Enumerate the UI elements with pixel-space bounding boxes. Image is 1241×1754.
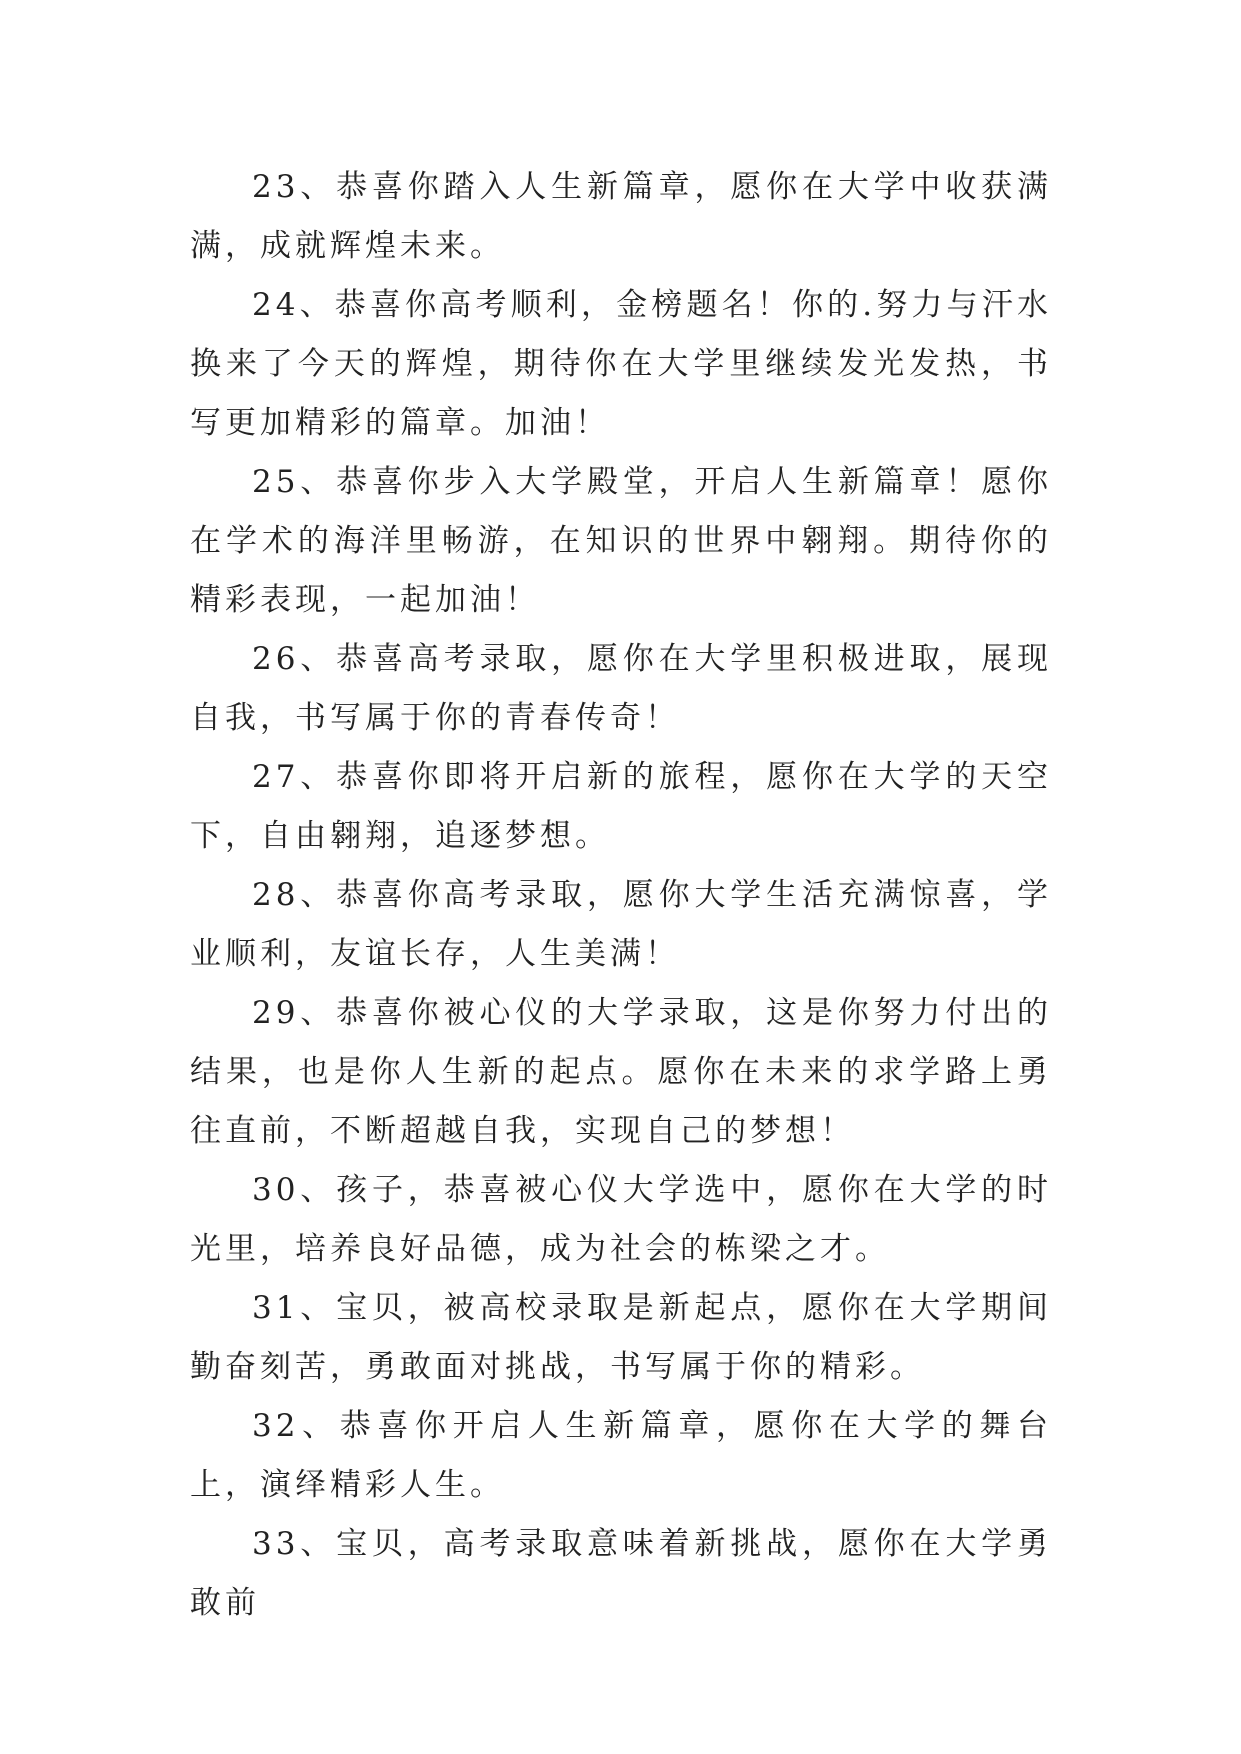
document-body [190, 158, 1052, 1633]
paragraph-31: 31、宝贝，被高校录取是新起点，愿你在大学期间勤奋刻苦，勇敢面对挑战，书写属于你的精彩。 [190, 1290, 1052, 1385]
paragraph-23: 23、恭喜你踏入人生新篇章，愿你在大学中收获满满，成就辉煌未来。 [190, 169, 1052, 264]
paragraph-32: 32、恭喜你开启人生新篇章，愿你在大学的舞台上，演绎精彩人生。 [190, 1408, 1052, 1503]
paragraph-30: 30、孩子，恭喜被心仪大学选中，愿你在大学的时光里，培养良好品德，成为社会的栋梁之才。 [190, 1172, 1052, 1267]
paragraph-24: 24、恭喜你高考顺利，金榜题名！你的.努力与汗水换来了今天的辉煌，期待你在大学里继续发光发热，书写更加精彩的篇章。加油！ [190, 287, 1052, 441]
paragraph-26: 26、恭喜高考录取，愿你在大学里积极进取，展现自我，书写属于你的青春传奇！ [190, 641, 1052, 736]
paragraph-25: 25、恭喜你步入大学殿堂，开启人生新篇章！愿你在学术的海洋里畅游，在知识的世界中翱翔。期待你的精彩表现，一起加油！ [190, 464, 1052, 618]
paragraph-33: 33、宝贝，高考录取意味着新挑战，愿你在大学勇敢前 [190, 1526, 1052, 1621]
paragraph-27: 27、恭喜你即将开启新的旅程，愿你在大学的天空下，自由翱翔，追逐梦想。 [190, 759, 1052, 854]
paragraph-28: 28、恭喜你高考录取，愿你大学生活充满惊喜，学业顺利，友谊长存，人生美满！ [190, 877, 1052, 972]
paragraph-29: 29、恭喜你被心仪的大学录取，这是你努力付出的结果，也是你人生新的起点。愿你在未来的求学路上勇往直前，不断超越自我，实现自己的梦想！ [190, 995, 1052, 1149]
